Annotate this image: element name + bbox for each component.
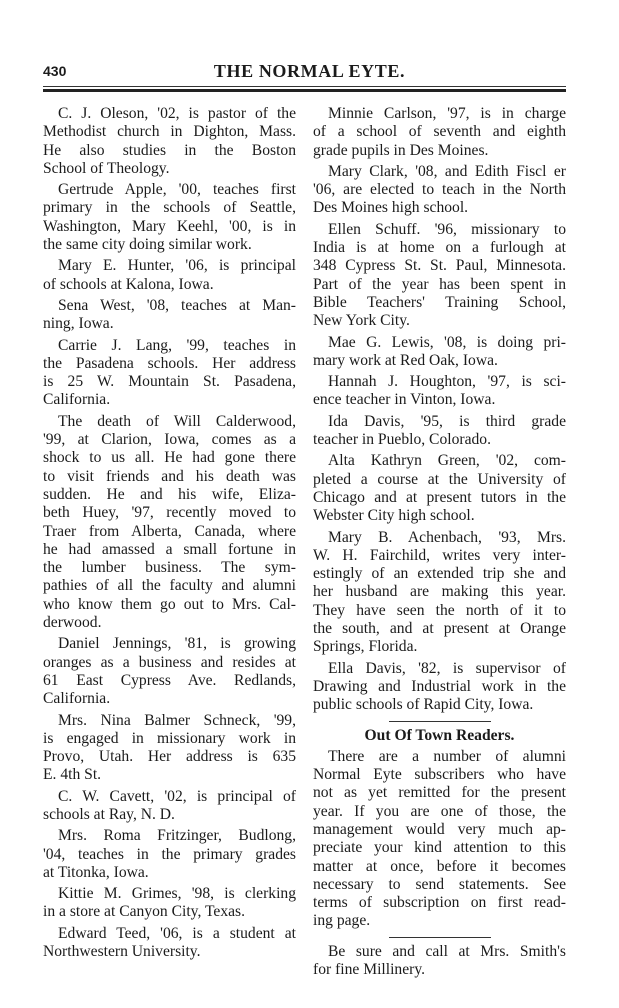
text-line: C. J. Oleson, '02, is pastor of the (58, 105, 296, 122)
text-line: Methodist church in Dighton, Mass. (43, 123, 296, 141)
text-line: California. (43, 690, 111, 708)
paragraph (43, 712, 296, 785)
text-line: He also studies in the Boston (43, 141, 296, 159)
text-line: Drawing and Industrial work in the (313, 677, 566, 695)
text-line: Gertrude Apple, '00, teaches first (58, 181, 296, 199)
text-line: is engaged in missionary work in (43, 729, 296, 747)
paragraph (43, 635, 296, 708)
text-line: necessary to send statements. See (313, 875, 566, 893)
alumni-notes (313, 105, 566, 715)
paragraph (313, 452, 566, 525)
text-line: preciate your kind attention to this (313, 839, 566, 857)
text-line: Mae G. Lewis, '08, is doing pri- (328, 333, 566, 351)
text-line: public schools of Rapid City, Iowa. (313, 696, 534, 714)
paragraph (313, 660, 566, 715)
paragraph (313, 221, 566, 331)
paragraph (43, 925, 296, 962)
text-line: Mary B. Achenbach, '93, Mrs. (328, 528, 566, 546)
paragraph (43, 105, 296, 178)
text-line: Mary Clark, '08, and Edith Fiscl er (328, 162, 566, 180)
text-line: ning, Iowa. (43, 315, 114, 333)
text-line: who know them go out to Mrs. Cal- (43, 595, 296, 613)
text-line: management would very much ap- (313, 820, 566, 838)
paragraph (313, 105, 566, 160)
text-line: primary in the schools of Seattle, (43, 199, 296, 217)
text-line: Des Moines high school. (313, 199, 469, 217)
text-line: sudden. He and his wife, Eliza- (43, 485, 296, 503)
paragraph (313, 748, 566, 931)
text-line: derwood. (43, 614, 102, 632)
text-line: Part of the year has been spent in (313, 275, 566, 293)
text-line: not as yet remitted for the present (313, 784, 566, 802)
text-line: Be sure and call at Mrs. Smith's (328, 942, 566, 960)
text-line: India is at home on a furlough at (313, 239, 566, 257)
left-column (43, 105, 296, 964)
text-line: ing page. (313, 912, 371, 930)
text-line: matter at once, before it becomes (313, 857, 566, 875)
section-divider (389, 721, 491, 722)
right-column (313, 105, 566, 982)
text-line: Kittie M. Grimes, '98, is clerking (58, 885, 296, 903)
paragraph (43, 257, 296, 294)
text-line: Normal Eyte subscribers who have (313, 766, 566, 784)
text-line: New York City. (313, 312, 410, 330)
text-line: oranges as a business and resides at (43, 653, 296, 671)
text-line: her husband are making this year. (313, 583, 566, 601)
text-line: the south, and at present at Orange (313, 620, 566, 638)
text-line: pleted a course at the University of (313, 470, 566, 488)
text-line: School of Theology. (43, 159, 170, 177)
paragraph (313, 373, 566, 410)
text-line: Sena West, '08, teaches at Man- (58, 296, 296, 314)
text-line: of schools at Kalona, Iowa. (43, 275, 214, 293)
text-line: California. (43, 391, 111, 409)
text-line: ence teacher in Vinton, Iowa. (313, 391, 496, 409)
section-heading: Out Of Town Readers. (364, 726, 515, 744)
text-line: Alta Kathryn Green, '02, com- (328, 452, 566, 470)
text-line: C. W. Cavett, '02, is principal of (58, 787, 296, 805)
paragraph (313, 334, 566, 371)
paragraph (313, 163, 566, 218)
text-line: Minnie Carlson, '97, is in charge (328, 105, 566, 122)
text-line: Ella Davis, '82, is supervisor of (328, 659, 566, 677)
text-line: Edward Teed, '06, is a student at (58, 924, 296, 942)
text-line: Carrie J. Lang, '99, teaches in (58, 336, 296, 354)
text-line: mary work at Red Oak, Iowa. (313, 351, 498, 369)
text-line: E. 4th St. (43, 766, 102, 784)
text-line: They have seen the north of it to (313, 601, 566, 619)
text-line: Webster City high school. (313, 507, 475, 525)
page-title: THE NORMAL EYTE. (213, 61, 406, 81)
paragraph (313, 529, 566, 657)
text-line: There are a number of alumni (328, 747, 566, 765)
text-line: Bible Teachers' Training School, (313, 293, 566, 311)
paragraph (43, 788, 296, 825)
text-line: Provo, Utah. Her address is 635 (43, 748, 296, 766)
text-line: estingly of an extended trip she and (313, 565, 566, 583)
text-line: Northwestern University. (43, 943, 201, 961)
paragraph (313, 413, 566, 450)
text-line: of a school of seventh and eighth (313, 123, 566, 141)
text-line: he had amassed a small fortune in (43, 540, 296, 558)
text-line: Ellen Schuff. '96, missionary to (328, 220, 566, 238)
text-line: for fine Millinery. (313, 961, 426, 979)
advert (313, 943, 566, 980)
paragraph (313, 943, 566, 980)
text-line: 348 Cypress St. St. Paul, Minnesota. (313, 257, 566, 275)
text-line: beth Huey, '97, recently moved to (43, 504, 296, 522)
paragraph (43, 885, 296, 922)
text-line: Mrs. Nina Balmer Schneck, '99, (58, 711, 296, 729)
text-line: '04, teaches in the primary grades (43, 845, 296, 863)
text-line: Springs, Florida. (313, 638, 418, 656)
text-line: is 25 W. Mountain St. Pasadena, (43, 373, 296, 391)
text-line: Ida Davis, '95, is third grade (328, 412, 566, 430)
text-line: the lumber business. The sym- (43, 559, 296, 577)
text-line: to visit friends and his death was (43, 467, 296, 485)
text-line: at Titonka, Iowa. (43, 863, 149, 881)
paragraph (43, 827, 296, 882)
text-line: Mary E. Hunter, '06, is principal (58, 257, 296, 275)
text-line: in a store at Canyon City, Texas. (43, 903, 246, 921)
text-line: teacher in Pueblo, Colorado. (313, 431, 491, 449)
header-rule (43, 86, 566, 92)
text-line: schools at Ray, N. D. (43, 805, 175, 823)
text-line: year. If you are one of those, the (313, 802, 566, 820)
text-line: pathies of all the faculty and alumni (43, 577, 296, 595)
paragraph (43, 181, 296, 254)
text-line: the Pasadena schools. Her address (43, 354, 296, 372)
paragraph (43, 337, 296, 410)
text-line: The death of Will Calderwood, (58, 412, 296, 430)
text-line: shock to us all. He had gone there (43, 449, 296, 467)
text-line: W. H. Fairchild, writes very inter- (313, 546, 566, 564)
text-line: the same city doing similar work. (43, 236, 252, 254)
text-line: 61 East Cypress Ave. Redlands, (43, 671, 296, 689)
text-line: Daniel Jennings, '81, is growing (58, 635, 296, 653)
text-line: Washington, Mary Keehl, '00, is in (43, 217, 296, 235)
notice-body (313, 748, 566, 931)
text-line: Chicago and at present tutors in the (313, 488, 566, 506)
text-line: '06, are elected to teach in the North (313, 181, 566, 199)
paragraph (43, 297, 296, 334)
text-line: Hannah J. Houghton, '97, is sci- (328, 373, 566, 391)
section-divider (389, 937, 491, 938)
text-line: Traer from Alberta, Canada, where (43, 522, 296, 540)
paragraph (43, 413, 296, 633)
text-line: terms of subscription on first read- (313, 894, 566, 912)
text-line: grade pupils in Des Moines. (313, 141, 489, 159)
text-line: Mrs. Roma Fritzinger, Budlong, (58, 827, 296, 845)
text-line: '99, at Clarion, Iowa, comes as a (43, 431, 296, 449)
page-number: 430 (43, 63, 67, 79)
